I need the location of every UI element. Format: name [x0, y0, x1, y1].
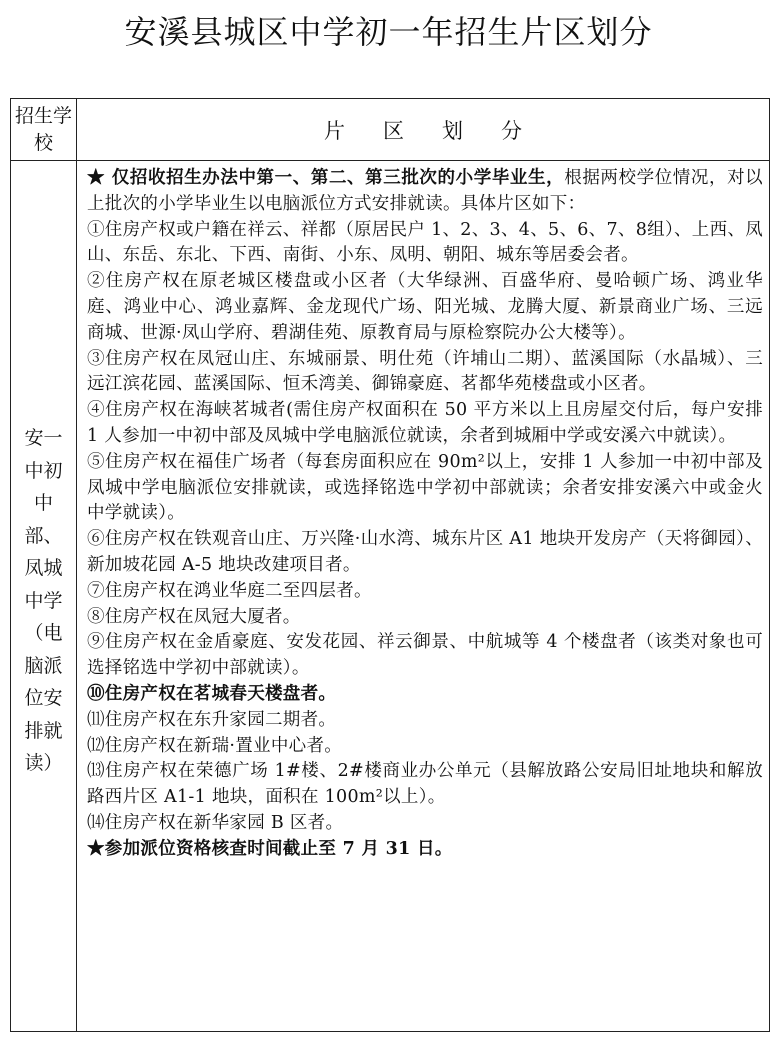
area-item-6: ⑥住房产权在铁观音山庄、万兴隆·山水湾、城东片区 A1 地块开发房产（天将御园）、新加坡花园 A-5 地块改建项目者。	[87, 529, 763, 575]
zoning-table	[10, 98, 770, 1032]
intro-text: 根据两校学位情况，对以上批次的小学毕业生以电脑派位方式安排就读。具体片区如下：	[87, 168, 763, 214]
school-cell	[11, 161, 77, 1031]
area-content-cell	[77, 161, 769, 1031]
area-item-2: ②住房产权在原老城区楼盘或小区者（大华绿洲、百盛华府、曼哈顿广场、鸿业华庭、鸿业中心、鸿业嘉辉、金龙现代广场、阳光城、龙腾大厦、新景商业广场、三远商城、世源·凤山学府、碧湖佳苑、原教育局与原检察院办公大楼等）。	[87, 271, 763, 343]
area-item-4: ④住房产权在海峡茗城者(需住房产权面积在 50 平方米以上且房屋交付后，每户安排 1 人参加一中初中部及凤城中学电脑派位就读，余者到城厢中学或安溪六中就读）。	[87, 400, 763, 446]
area-item-10: ⑩住房产权在茗城春天楼盘者。	[87, 683, 337, 704]
school-name: 安一中初中部、凤城中学（电脑派位安排就读）	[24, 427, 63, 775]
intro-paragraph	[87, 166, 763, 218]
header-school-label: 招生学校	[14, 104, 72, 154]
header-school-cell	[11, 99, 77, 161]
watermark	[734, 1028, 737, 1039]
area-item-3: ③住房产权在凤冠山庄、东城丽景、明仕苑（许埔山二期）、蓝溪国际（水晶城）、三远江滨花园、蓝溪国际、恒禾湾美、御锦豪庭、茗都华苑楼盘或小区者。	[87, 348, 763, 395]
area-item-13: ⒀住房产权在荣德广场 1#楼、2#楼商业办公单元（县解放路公安局旧址地块和解放路西片区 A1-1 地块，面积在 100m²以上）。	[87, 761, 763, 808]
footer-note: ★参加派位资格核查时间截止至 7 月 31 日。	[87, 838, 453, 859]
area-item-11: ⑾住房产权在东升家园二期者。	[87, 709, 337, 730]
area-item-12: ⑿住房产权在新瑞·置业中心者。	[87, 735, 343, 756]
page-title: 安溪县城区中学初一年招生片区划分	[124, 13, 653, 51]
header-area-cell	[77, 99, 769, 161]
area-item-7: ⑦住房产权在鸿业华庭二至四层者。	[87, 580, 372, 601]
intro-bold-text: ★ 仅招收招生办法中第一、第二、第三批次的小学毕业生，	[87, 168, 565, 188]
area-item-8: ⑧住房产权在凤冠大厦者。	[87, 606, 301, 627]
area-item-9: ⑨住房产权在金盾豪庭、安发花园、祥云御景、中航城等 4 个楼盘者（该类对象也可选择铭选中学初中部就读）。	[87, 632, 763, 679]
area-item-14: ⒁住房产权在新华家园 B 区者。	[87, 812, 344, 833]
area-item-5: ⑤住房产权在福佳广场者（每套房面积应在 90m²以上，安排 1 人参加一中初中部及凤城中学电脑派位安排就读，或选择铭选中学初中部就读；余者安排安溪六中或金火中学就读）。	[87, 451, 763, 524]
header-area-label: 片区划分	[324, 118, 560, 143]
area-item-1: ①住房产权或户籍在祥云、祥都（原居民户 1、2、3、4、5、6、7、8组）、上西、凤山、东岳、东北、下西、南街、小东、凤明、朝阳、城东等居委会者。	[87, 219, 763, 266]
